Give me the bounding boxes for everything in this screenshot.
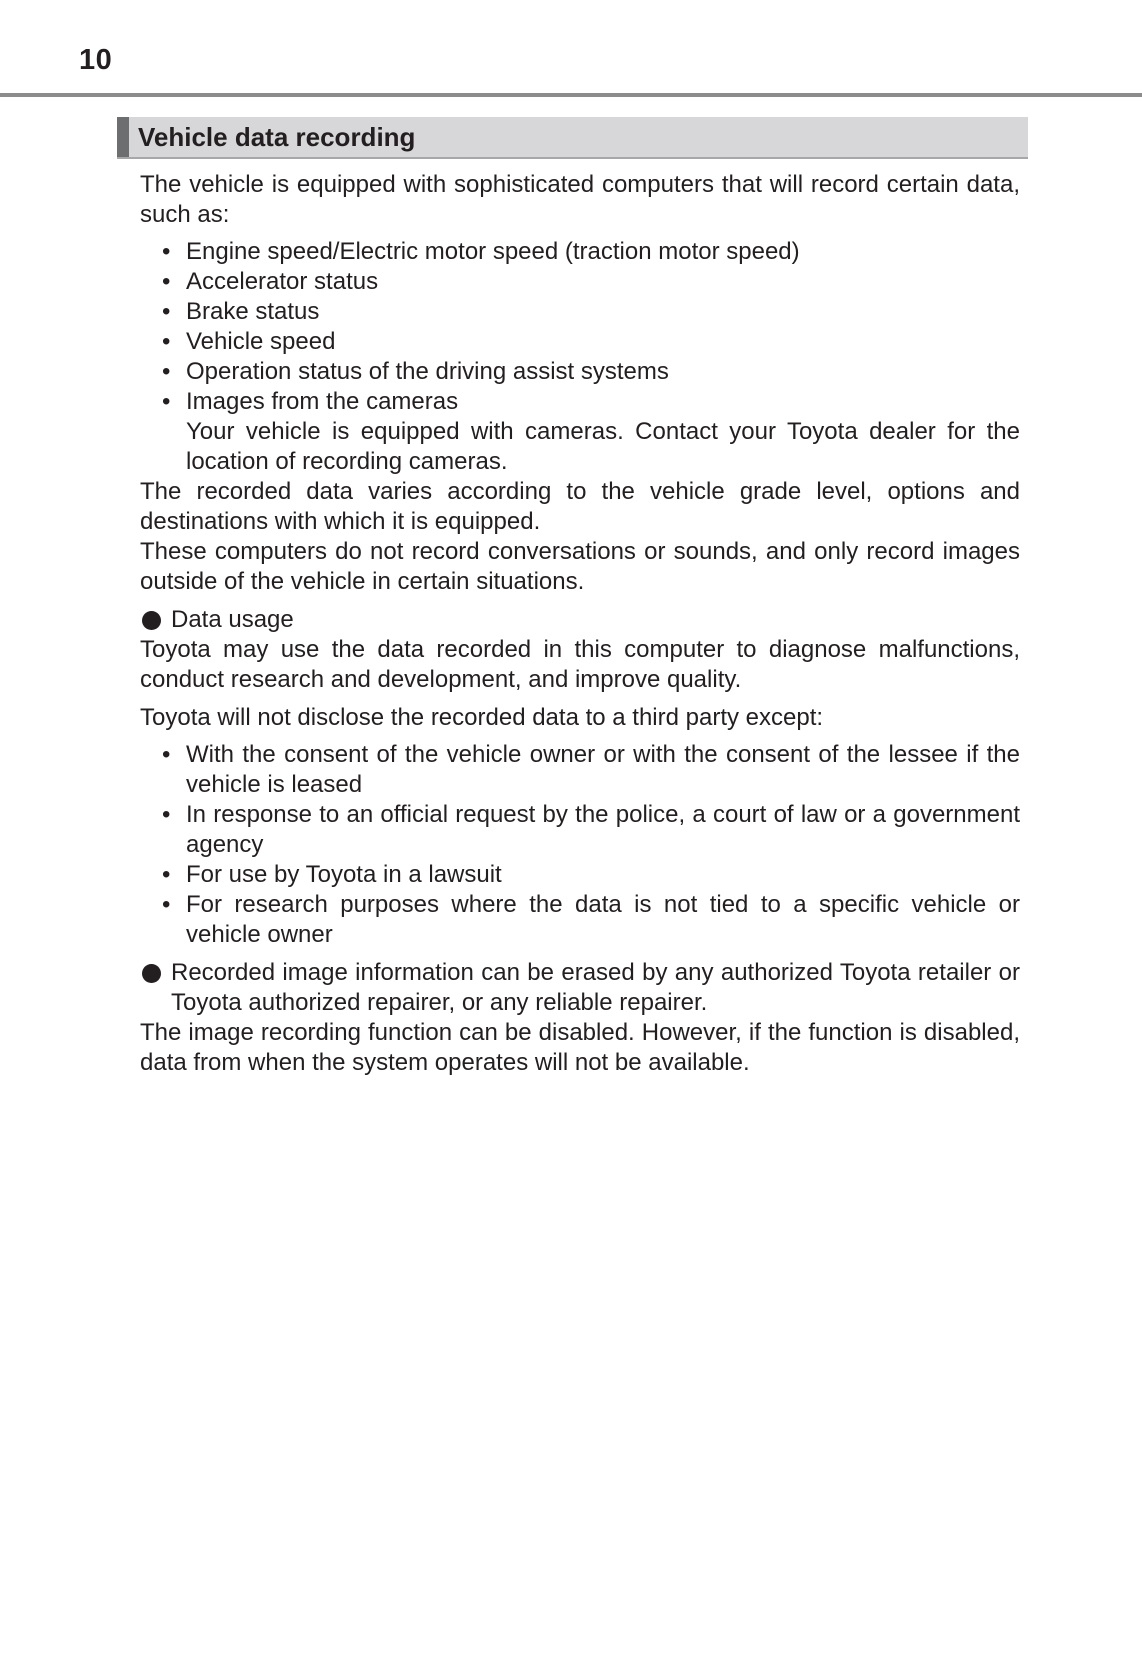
recorded-data-list [140, 237, 1020, 417]
list-item: • Vehicle speed [162, 328, 336, 355]
bullet-icon: • [162, 268, 171, 295]
list-item: • Operation status of the driving assist systems [162, 358, 669, 385]
list-item: • Engine speed/Electric motor speed (traction motor speed) [162, 238, 800, 265]
disclosure-exceptions-list [140, 740, 1020, 950]
bullet-icon: • [162, 891, 171, 918]
filled-circle-icon [142, 611, 161, 630]
section-header-accent-bar [117, 117, 129, 157]
data-usage-heading: Data usage [140, 605, 1020, 635]
list-item: • Accelerator status [162, 268, 379, 295]
page-number: 10 [79, 44, 113, 76]
bullet-icon: • [162, 801, 171, 828]
section-title: Vehicle data recording [138, 122, 416, 152]
filled-circle-icon [142, 964, 161, 983]
list-item: • Images from the cameras [162, 388, 459, 415]
bullet-icon: • [162, 358, 171, 385]
bullet-icon: • [162, 861, 171, 888]
disclosure-intro: Toyota will not disclose the recorded data to a third party except: [140, 704, 824, 731]
list-item: • For research purposes where the data is not tied to a specific vehicle or vehicle owner [162, 891, 1020, 948]
list-item: • Brake status [162, 298, 320, 325]
no-conversation-paragraph: These computers do not record conversations or sounds, and only record images outside of the vehicle in certain situations. [140, 538, 1020, 595]
camera-note: Your vehicle is equipped with cameras. Contact your Toyota dealer for the location of recording cameras. [186, 418, 1020, 475]
bullet-icon: • [162, 298, 171, 325]
main-content [140, 170, 1020, 1078]
bullet-icon: • [162, 741, 171, 768]
disable-note: The image recording function can be disabled. However, if the function is disabled, data from when the system operates will not be available. [140, 1019, 1020, 1076]
bullet-icon: • [162, 328, 171, 355]
list-item: • In response to an official request by the police, a court of law or a government agency [162, 801, 1020, 858]
list-item: • For use by Toyota in a lawsuit [162, 861, 502, 888]
data-usage-paragraph: Toyota may use the data recorded in this computer to diagnose malfunctions, conduct research and development, and improve quality. [140, 636, 1020, 693]
header-divider [0, 93, 1142, 97]
bullet-icon: • [162, 238, 171, 265]
section-header [117, 117, 1028, 159]
intro-paragraph: The vehicle is equipped with sophisticated computers that will record certain data, such as: [140, 171, 1020, 228]
erase-note: Recorded image information can be erased by any authorized Toyota retailer or Toyota authorized repairer, or any reliable repairer. [140, 958, 1020, 1018]
list-item: • With the consent of the vehicle owner or with the consent of the lessee if the vehicle is leased [162, 741, 1020, 798]
grade-level-paragraph: The recorded data varies according to the vehicle grade level, options and destinations with which it is equipped. [140, 478, 1020, 535]
bullet-icon: • [162, 388, 171, 415]
